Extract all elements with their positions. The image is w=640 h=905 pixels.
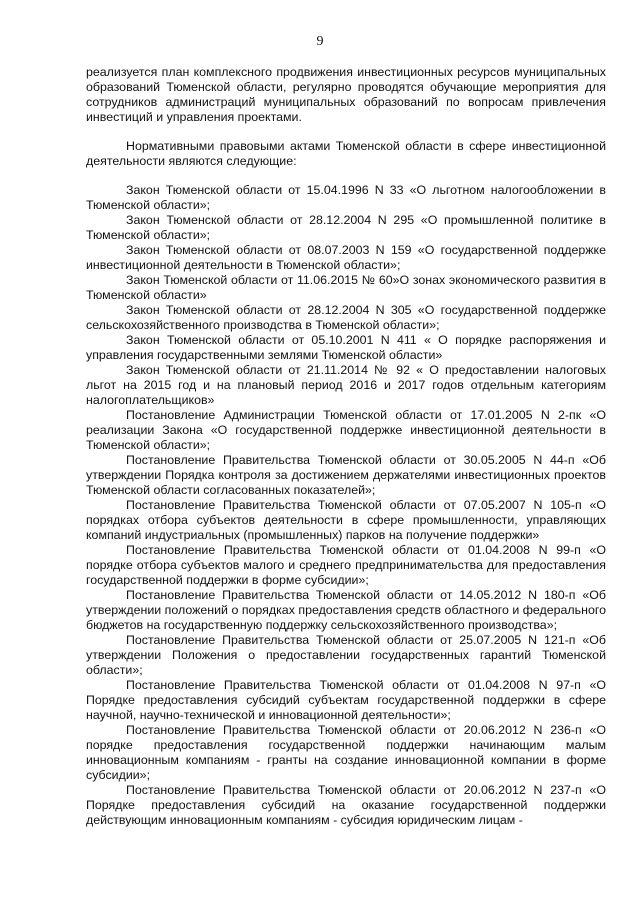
list-item-law: Закон Тюменской области от 28.12.2004 N 305 «О государственной поддержке сельскохозяйственного производства в Тюменской области»; <box>86 303 606 332</box>
list-item-resolution: Постановление Правительства Тюменской области от 20.06.2012 N 236-п «О порядке предоставления государственной поддержки начинающим малым инновационным компаниям - гранты на создание инновационной компании в форме субсидии»; <box>86 723 606 782</box>
list-item-law: Закон Тюменской области от 08.07.2003 N 159 «О государственной поддержке инвестиционной деятельности в Тюменской области»; <box>86 243 606 272</box>
list-item-resolution: Постановление Правительства Тюменской области от 25.07.2005 N 121-п «Об утверждении Положения о предоставлении государственных гарантий Тюменской области»; <box>86 633 606 677</box>
document-body <box>86 65 606 828</box>
list-item-resolution: Постановление Правительства Тюменской области от 01.04.2008 N 99-п «О порядке отбора субъектов малого и среднего предпринимательства для предоставления государственной поддержки в форме субсидии»; <box>86 543 606 587</box>
list-item-resolution: Постановление Правительства Тюменской области от 30.05.2005 N 44-п «Об утверждении Порядка контроля за достижением держателями инвестиционных проектов Тюменской области согласованных показателей»; <box>86 453 606 497</box>
list-item-resolution: Постановление Администрации Тюменской области от 17.01.2005 N 2-пк «О реализации Закона «О государственной поддержке инвестиционной деятельности в Тюменской области»; <box>86 408 606 452</box>
list-item-resolution: Постановление Правительства Тюменской области от 20.06.2012 N 237-п «О Порядке предоставления субсидий на оказание государственной поддержки действующим инновационным компаниям - субсидия юридическим лицам - <box>86 783 606 827</box>
list-item-resolution: Постановление Правительства Тюменской области от 07.05.2007 N 105-п «О порядках отбора субъектов деятельности в сфере промышленности, управляющих компаний индустриальных (промышленных) парков на получение поддержки» <box>86 498 606 542</box>
list-item-resolution: Постановление Правительства Тюменской области от 01.04.2008 N 97-п «О Порядке предоставления субсидий субъектам государственной поддержки в сфере научной, научно-технической и инновационной деятельности»; <box>86 678 606 722</box>
list-item-law: Закон Тюменской области от 05.10.2001 N 411 « О порядке распоряжения и управления государственными землями Тюменской области» <box>86 333 606 362</box>
list-item-law: Закон Тюменской области от 21.11.2014 № 92 « О предоставлении налоговых льгот на 2015 год и на плановый период 2016 и 2017 годов отдельным категориям налогоплательщиков» <box>86 363 606 407</box>
paragraph-normative-acts-heading: Нормативными правовыми актами Тюменской области в сфере инвестиционной деятельности являются следующие: <box>86 139 606 168</box>
list-item-law: Закон Тюменской области от 28.12.2004 N 295 «О промышленной политике в Тюменской области»; <box>86 213 606 242</box>
list-item-law: Закон Тюменской области от 15.04.1996 N 33 «О льготном налогообложении в Тюменской области»; <box>86 183 606 212</box>
list-item-resolution: Постановление Правительства Тюменской области от 14.05.2012 N 180-п «Об утверждении положений о порядках предоставления средств областного и федерального бюджетов на государственную поддержку сельскохозяйственного производства»; <box>86 588 606 632</box>
paragraph-intro-continuation: реализуется план комплексного продвижения инвестиционных ресурсов муниципальных образований Тюменской области, регулярно проводятся обучающие мероприятия для сотрудников администраций муниципальных образований по вопросам привлечения инвестиций и управления проектами. <box>86 65 606 124</box>
page-number: 9 <box>316 34 324 49</box>
list-item-law: Закон Тюменской области от 11.06.2015 № 60»О зонах экономического развития в Тюменской области» <box>86 273 606 302</box>
